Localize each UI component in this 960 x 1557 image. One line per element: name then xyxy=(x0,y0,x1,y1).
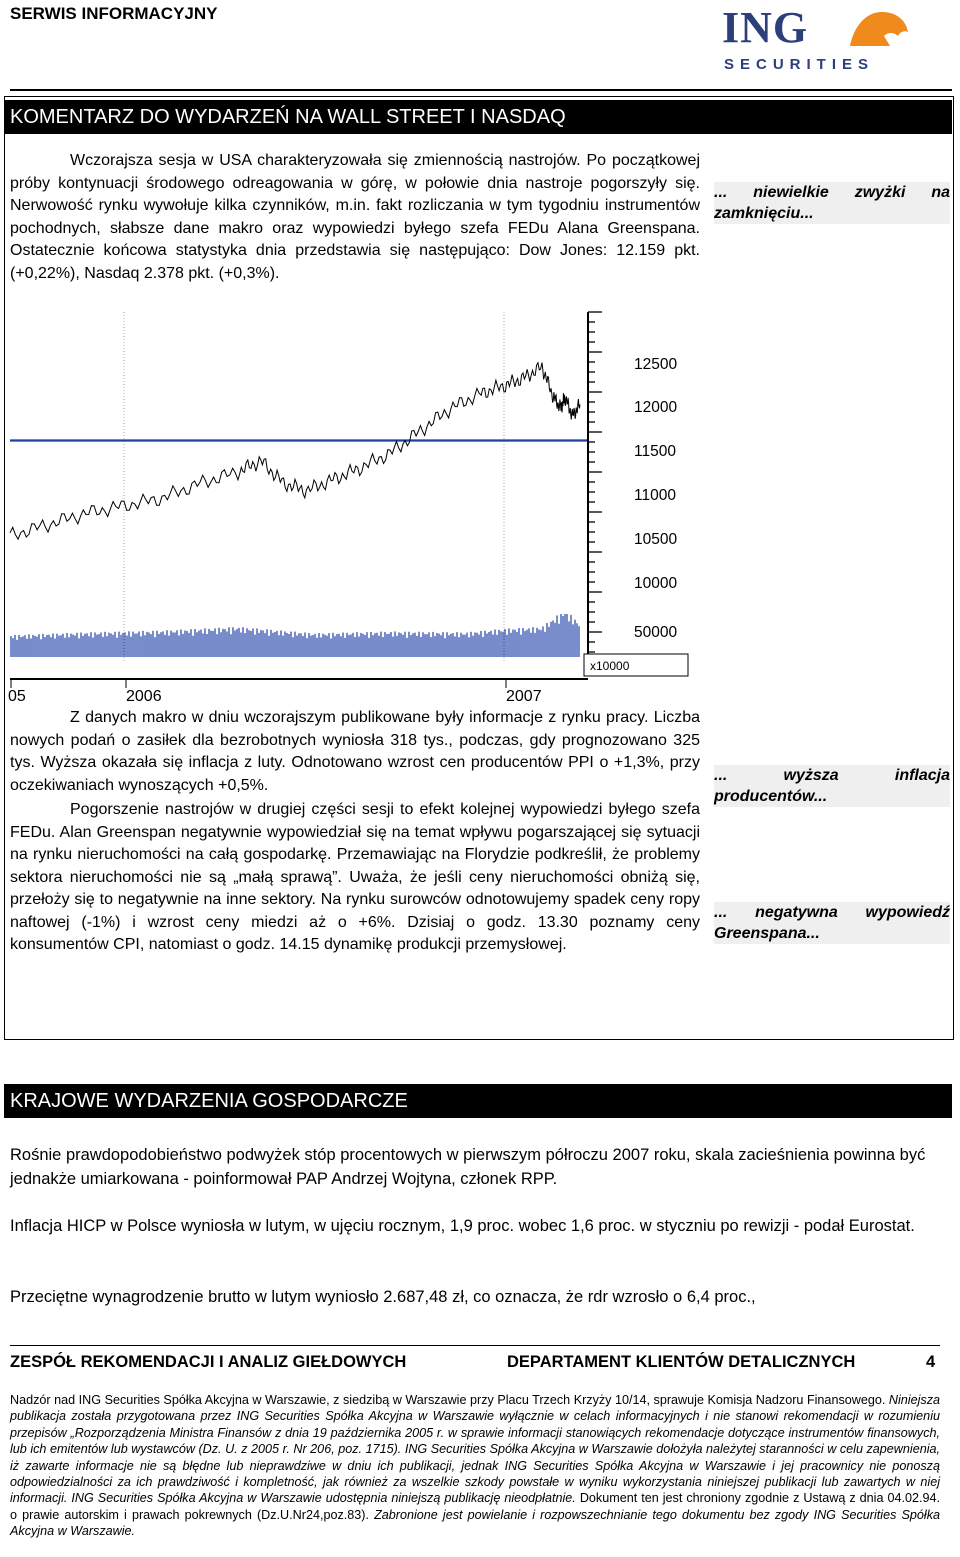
disclaimer-liability: ING Securities Spółka Akcyjna w Warszawie dołożyła należytej staranności w celu zapewnienia, iż zawarte informacje nie są błędne lub nieprawdziwe w dniu ich publikacji, jednak ING Securities Spółka Akcyjna w Warszawie i jej pracownicy nie ponoszą odpowiedzialności za ich prawdziwość i kompletność, jak również za wszelkie szkody powstałe w wyniku wykorzystania niniejszej publikacji lub zawartych w niej informacji. xyxy=(10,1442,941,1506)
price-tick-label: 10000 xyxy=(634,575,678,592)
price-tick-label: 11500 xyxy=(634,443,676,460)
disclaimer-purpose: Niniejsza publikacja została przygotowana przez ING Securities Spółka Akcyjna w Warszawie wyłącznie w celach informacyjnych i nie stanowi rekomendacji w rozumieniu przepisów „Rozporządzenia Ministra Finansów z dnia 19 października 2005 r. w sprawie informacji stanowiących rekomendacje dotyczące instrumentów finansowych, lub ich emitentów lub wystawców (Dz. U. z 2005 r. Nr 206, poz. 1715). xyxy=(10,1393,941,1457)
footer-department: DEPARTAMENT KLIENTÓW DETALICZNYCH xyxy=(507,1353,856,1371)
header-divider xyxy=(10,89,952,91)
report-title: SERWIS INFORMACYJNY xyxy=(10,4,218,23)
logo-securities-text: SECURITIES xyxy=(724,56,875,73)
footer-team: ZESPÓŁ REKOMENDACJI I ANALIZ GIEŁDOWYCH xyxy=(10,1353,407,1371)
section-title-domestic: KRAJOWE WYDARZENIA GOSPODARCZE xyxy=(4,1084,952,1118)
lion-icon xyxy=(844,6,914,54)
sidenote-greenspan: ... negatywna wypowiedź Greenspana... xyxy=(714,904,950,942)
intro-paragraph: Wczorajsza sesja w USA charakteryzowała się zmiennością nastrojów. Po początkowej próby kontynuacji środowego odreagowania w górę, w połowie dnia nastroje pogorszyły się. Nerwowość rynku wywołuje kilka czynników, m.in. fakt rozliczania w tym tygodniu instrumentów pochodnych, słabsze dane makro oraz wypowiedzi byłego szefa FEDu Alana Greenspana. Ostatecznie końcowa statystyka dnia przedstawia się następująco: Dow Jones: 12.159 pkt. (+0,22%), Nasdaq 2.378 pkt. (+0,3%). xyxy=(10,152,700,282)
logo-ing-text: ING xyxy=(722,3,809,52)
section-title-wall-street: KOMENTARZ DO WYDARZEŃ NA WALL STREET I NASDAQ xyxy=(4,100,952,134)
legal-disclaimer xyxy=(10,1392,940,1540)
price-tick-label: 12000 xyxy=(634,399,678,416)
domestic-paragraph-3: Przeciętne wynagrodzenie brutto w lutym wyniosło 2.687,48 zł, co oznacza, że rdr wzrosło o 6,4 proc., xyxy=(10,1288,756,1306)
domestic-paragraph-2: Inflacja HICP w Polsce wyniosła w lutym, w ujęciu rocznym, 1,9 proc. wobec 1,6 proc. w styczniu po rewizji - podał Eurostat. xyxy=(10,1217,915,1235)
price-series-line xyxy=(10,363,580,539)
time-tick-label: 05 xyxy=(8,688,26,705)
time-tick-label: 2006 xyxy=(126,688,162,705)
sidenote-inflation: ... wyższa inflacja producentów... xyxy=(714,767,950,805)
sidenote-close: ... niewielkie zwyżki na zamknięciu... xyxy=(714,184,950,222)
volume-tick-label: 50000 xyxy=(634,624,678,641)
dow-jones-chart xyxy=(10,312,700,707)
price-tick-label: 10500 xyxy=(634,531,678,548)
price-tick-label: 12500 xyxy=(634,356,678,373)
disclaimer-free: ING Securities Spółka Akcyjna w Warszawie udostępnia niniejszą publikację nieodpłatnie. xyxy=(71,1491,576,1506)
macro-paragraph-1: Z danych makro w dniu wczorajszym publikowane były informacje z rynku pracy. Liczba nowych podań o zasiłek dla bezrobotnych wyniosła 318 tys., podczas, gdy prognozowano 325 tys. Wyższa okazała się inflacja z luty. Odnotowano wzrost cen producentów PPI o +1,3%, przy oczekiwaniach wynoszących +0,5%. xyxy=(10,709,700,794)
price-tick-label: 11000 xyxy=(634,487,676,504)
time-tick-label: 2007 xyxy=(506,688,542,705)
macro-paragraphs xyxy=(10,707,700,957)
page-number: 4 xyxy=(926,1353,936,1371)
macro-paragraph-2: Pogorszenie nastrojów w drugiej części sesji to efekt kolejnej wypowiedzi byłego szefa FEDu. Alan Greenspan negatywnie wypowiedział się na temat wpływu pogarszającej się sytuacji na rynku nieruchomości na całą gospodarkę. Przemawiając na Florydzie podkreślił, że problemy sektora nieruchomości nie są „małą sprawą”. Uważa, że jeśli ceny nieruchomości obniżą się, przełoży się to negatywnie na inne sektory. Na rynku surowców odnotowujemy spadek ceny ropy naftowej (-1%) i wzrost ceny miedzi aż o +6%. Dzisiaj o godz. 13.30 poznamy ceny konsumentów CPI, natomiast o godz. 14.15 dynamikę produkcji przemysłowej. xyxy=(10,801,700,953)
footer-divider xyxy=(10,1345,940,1346)
disclaimer-prohibition: Zabronione jest powielanie i rozpowszechnianie tego dokumentu bez zgody ING Securities Spółka Akcyjna w Warszawie. xyxy=(10,1507,941,1539)
ing-logo xyxy=(722,0,952,80)
domestic-paragraph-1: Rośnie prawdopodobieństwo podwyżek stóp procentowych w pierwszym półroczu 2007 roku, skala zacieśnienia powinna być jednakże umiarkowana - poinformował PAP Andrzej Wojtyna, członek RPP. xyxy=(10,1146,926,1188)
disclaimer-copyright: Dokument ten jest chroniony zgodnie z Ustawą z dnia 04.02.94. o prawie autorskim i prawach pokrewnych (Dz.U.Nr24,poz.83). xyxy=(10,1491,941,1522)
volume-unit-label: x10000 xyxy=(590,659,630,673)
disclaimer-supervision: Nadzór nad ING Securities Spółka Akcyjna w Warszawie, z siedzibą w Warszawie przy Placu Trzech Krzyży 10/14, sprawuje Komisja Nadzoru Finansowego. xyxy=(10,1393,886,1407)
